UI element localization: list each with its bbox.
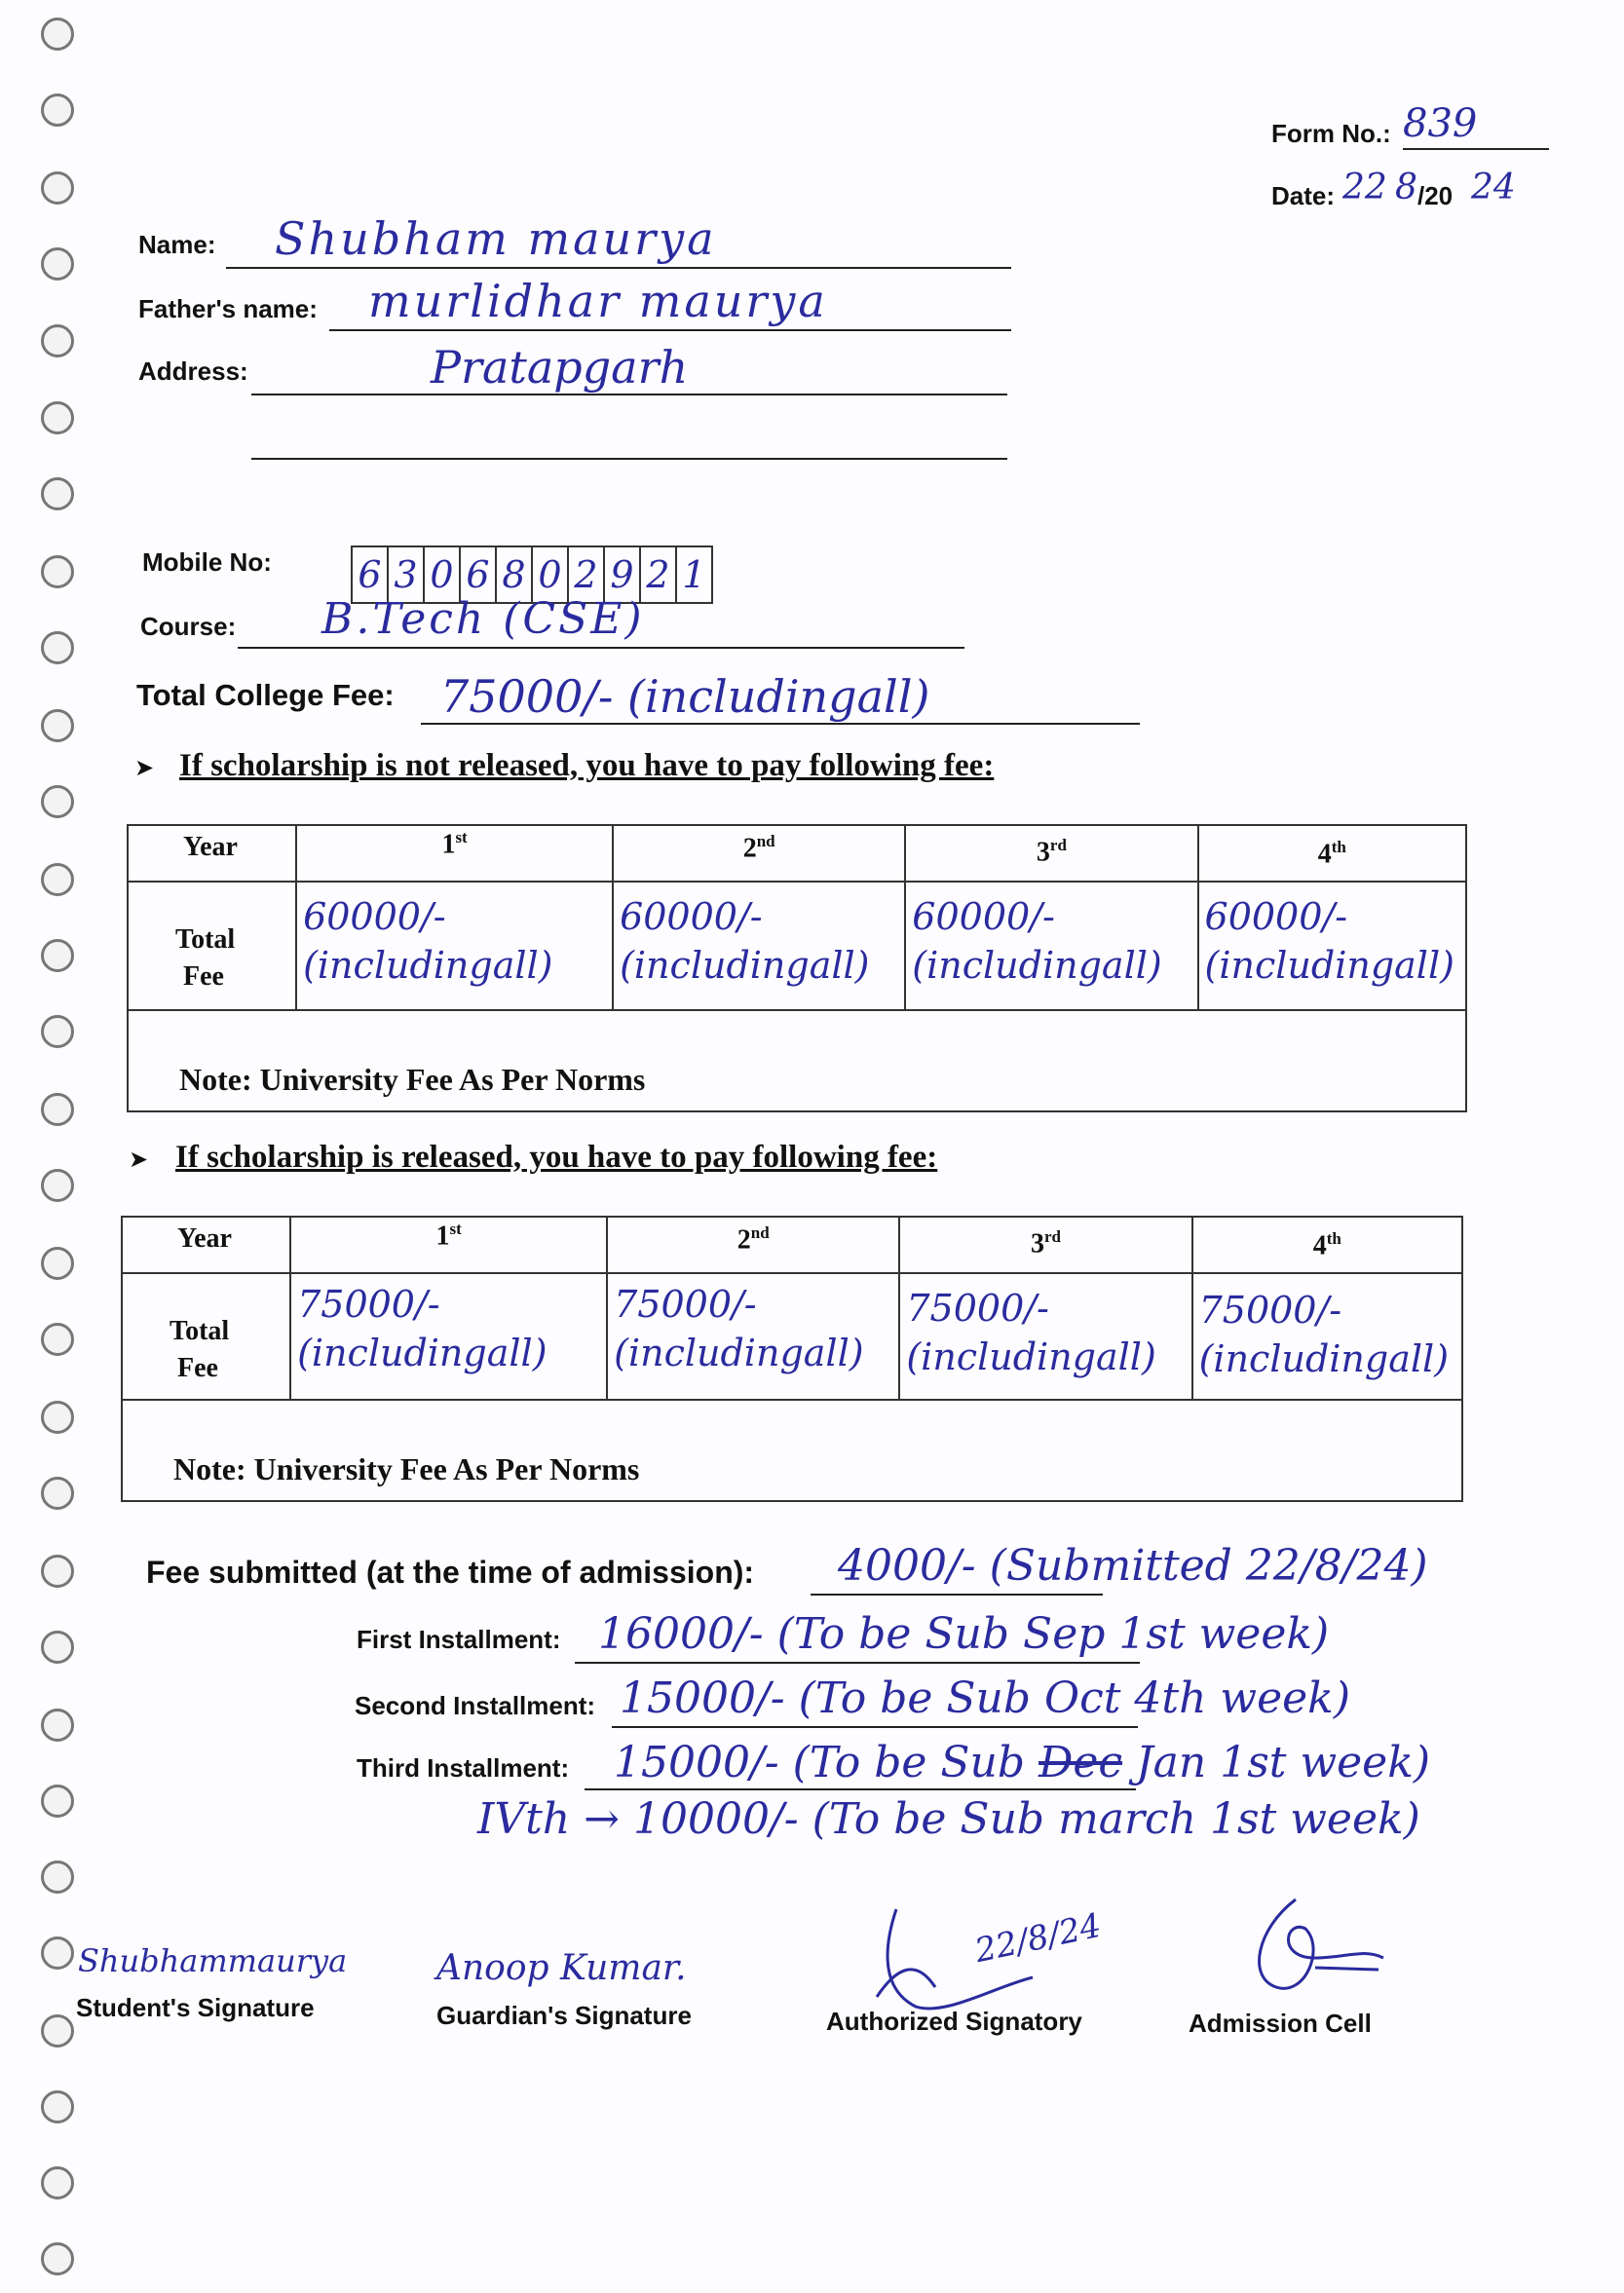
total-college-fee-label: Total College Fee: [136,678,395,712]
year-suffix: st [455,828,468,846]
mobile-digit: 2 [641,547,677,602]
fee-note: (includingall) [297,1332,548,1374]
fee-amount: 75000/- [906,1287,1049,1330]
address-label: Address: [138,357,248,386]
mobile-digit: 9 [605,547,641,602]
binder-hole [41,1247,74,1280]
not-released-heading: If scholarship is not released, you have to pay following fee: [179,748,995,783]
total-label: Total [175,924,236,955]
year-suffix: nd [756,832,775,850]
fee-submitted-line [811,1594,1103,1596]
university-fee-note: Note: University Fee As Per Norms [173,1451,640,1486]
third-installment-suffix: Jan 1st week) [1136,1738,1431,1787]
authorized-signature-date: 22/8/24 [971,1905,1105,1972]
binder-hole [41,1477,74,1510]
bullet-arrow-icon: ➤ [129,1146,149,1173]
year-number: 1 [435,1221,450,1252]
fee-cell-year-1 [296,882,613,1010]
total-fee-label-cell [128,882,296,1010]
total-college-fee-value: 75000/- (includingall) [440,670,930,723]
note-cell [128,1010,1466,1111]
fee-note: (includingall) [620,944,870,987]
student-signature: Shubhammaurya [78,1942,348,1979]
total-label: Total [170,1316,230,1346]
guardian-signature: Anoop Kumar. [436,1948,687,1988]
form-no-line [1403,148,1549,150]
form-no-value: 839 [1403,101,1478,146]
binder-hole [41,247,74,281]
signature-stroke [877,1970,935,1997]
fee-note: (includingall) [912,944,1162,987]
year-suffix: st [449,1220,462,1238]
fee-submitted-label: Fee submitted (at the time of admission): [146,1555,755,1590]
binder-hole [41,1861,74,1894]
released-heading: If scholarship is released, you have to pay following fee: [175,1140,938,1175]
course-value: B.Tech (CSE) [321,594,645,644]
year-header-cell [122,1217,290,1273]
date-year-prefix: /20 [1417,181,1454,210]
mobile-digit: 0 [425,547,461,602]
father-name-value: murlidhar maurya [368,275,828,327]
binder-hole [41,2090,74,2124]
fee-note: (includingall) [1204,944,1454,987]
fee-note: (includingall) [303,944,553,987]
year-suffix: th [1326,1229,1341,1248]
third-installment-prefix: 15000/- (To be Sub [614,1738,1026,1787]
total-fee-label-cell [122,1273,290,1400]
binder-hole [41,1323,74,1356]
binder-hole [41,1631,74,1664]
second-installment-value: 15000/- (To be Sub Oct 4th week) [620,1673,1350,1723]
mobile-digit: 1 [682,553,706,596]
binder-hole [41,1785,74,1818]
mobile-digit: 8 [497,547,533,602]
admission-cell-label: Admission Cell [1189,2009,1372,2038]
second-installment-line [612,1726,1138,1728]
binder-hole [41,709,74,742]
fee-label: Fee [183,961,224,992]
fee-cell-year-3 [905,882,1197,1010]
year-header-cell [128,825,296,882]
fee-amount: 60000/- [620,895,763,938]
binder-hole [41,2166,74,2199]
guardian-signature-label: Guardian's Signature [436,2001,692,2030]
fee-amount: 75000/- [297,1283,440,1326]
year-3-header [905,825,1197,882]
binder-hole [41,1169,74,1202]
binder-hole [41,171,74,205]
binder-hole [41,631,74,664]
total-college-fee-line [421,723,1140,725]
year-suffix: rd [1043,1227,1061,1246]
name-line [226,267,1011,269]
binder-hole [41,477,74,510]
year-3-header [899,1217,1191,1273]
year-number: 4 [1317,839,1332,870]
second-installment-label: Second Installment: [355,1691,596,1720]
year-number: 2 [736,1224,751,1256]
binder-hole [41,2242,74,2275]
binder-hole [41,939,74,972]
binder-hole [41,1015,74,1048]
binder-hole [41,785,74,818]
year-number: 3 [1036,837,1050,868]
course-line [238,647,964,649]
fee-note: (includingall) [614,1332,864,1374]
fee-label: Fee [177,1353,218,1383]
signature-stroke [1260,1899,1383,1988]
mobile-digit: 0 [533,547,569,602]
fee-cell-year-1 [290,1273,607,1400]
mobile-digit: 6 [353,547,389,602]
address-line-2 [251,458,1007,460]
binder-hole [41,94,74,127]
binder-hole [41,18,74,51]
binder-hole [41,401,74,434]
date-month: 8 [1395,168,1417,207]
year-suffix: th [1331,838,1346,856]
admission-cell-signature-scribble [1218,1890,1393,2007]
fee-note: (includingall) [1198,1337,1450,1380]
fee-note: (includingall) [906,1335,1156,1378]
name-value: Shubham maurya [275,212,717,265]
mobile-digit: 3 [389,547,425,602]
year-4-header [1198,825,1466,882]
year-2-header [607,1217,899,1273]
father-name-line [329,329,1011,331]
year-number: 3 [1030,1228,1044,1259]
binder-hole [41,1555,74,1588]
mobile-label: Mobile No: [142,547,272,577]
father-name-label: Father's name: [138,294,318,323]
year-1-header [296,825,613,882]
address-value: Pratapgarh [431,341,689,394]
mobile-digit: 6 [461,547,497,602]
date-label: Date: [1271,181,1336,210]
binder-hole [41,324,74,357]
fee-amount: 60000/- [1204,895,1348,938]
fee-table-released [121,1216,1463,1502]
third-installment-label: Third Installment: [357,1753,570,1783]
year-label: Year [177,1223,232,1254]
binder-hole [41,1093,74,1126]
university-fee-note: Note: University Fee As Per Norms [179,1062,646,1097]
student-signature-label: Student's Signature [76,1993,315,2022]
fee-cell-year-3 [899,1273,1191,1400]
fee-submitted-value: 4000/- (Submitted 22/8/24) [838,1541,1428,1591]
fee-amount: 75000/- [614,1283,757,1326]
year-label: Year [183,832,238,862]
fee-cell-year-2 [607,1273,899,1400]
mobile-digit: 2 [569,547,605,602]
first-installment-label: First Installment: [357,1625,561,1654]
date-day: 22 [1342,168,1387,207]
fee-table-not-released [127,824,1467,1112]
year-number: 1 [441,829,456,860]
third-installment-value [614,1738,1430,1787]
year-number: 4 [1312,1230,1327,1261]
fee-cell-year-4 [1192,1273,1462,1400]
date-year: 24 [1471,168,1516,207]
binder-hole [41,1709,74,1742]
year-4-header [1192,1217,1462,1273]
bullet-arrow-icon: ➤ [134,754,155,781]
name-label: Name: [138,230,216,259]
fee-amount: 75000/- [1198,1289,1342,1332]
fee-amount: 60000/- [912,895,1055,938]
course-label: Course: [140,612,237,641]
fee-cell-year-2 [613,882,905,1010]
fourth-installment-value: IVth → 10000/- (To be Sub march 1st week) [477,1794,1420,1844]
binder-hole [41,1936,74,1970]
binder-hole [41,555,74,588]
year-2-header [613,825,905,882]
binder-holes [41,18,80,2287]
year-suffix: rd [1049,836,1067,854]
binder-hole [41,1401,74,1434]
address-line-1 [251,394,1007,395]
binder-hole [41,863,74,896]
first-installment-line [575,1662,1140,1664]
note-cell [122,1400,1462,1501]
binder-hole [41,2014,74,2048]
year-number: 2 [742,833,757,864]
first-installment-value: 16000/- (To be Sub Sep 1st week) [598,1609,1330,1659]
fee-cell-year-4 [1198,882,1466,1010]
authorized-signatory-label: Authorized Signatory [826,2007,1082,2036]
fee-amount: 60000/- [303,895,446,938]
year-1-header [290,1217,607,1273]
third-installment-struck: Dec [1039,1738,1123,1787]
year-suffix: nd [750,1223,770,1242]
third-installment-line [585,1788,1136,1790]
form-no-label: Form No.: [1271,119,1391,148]
signature-stroke [1315,1968,1379,1970]
